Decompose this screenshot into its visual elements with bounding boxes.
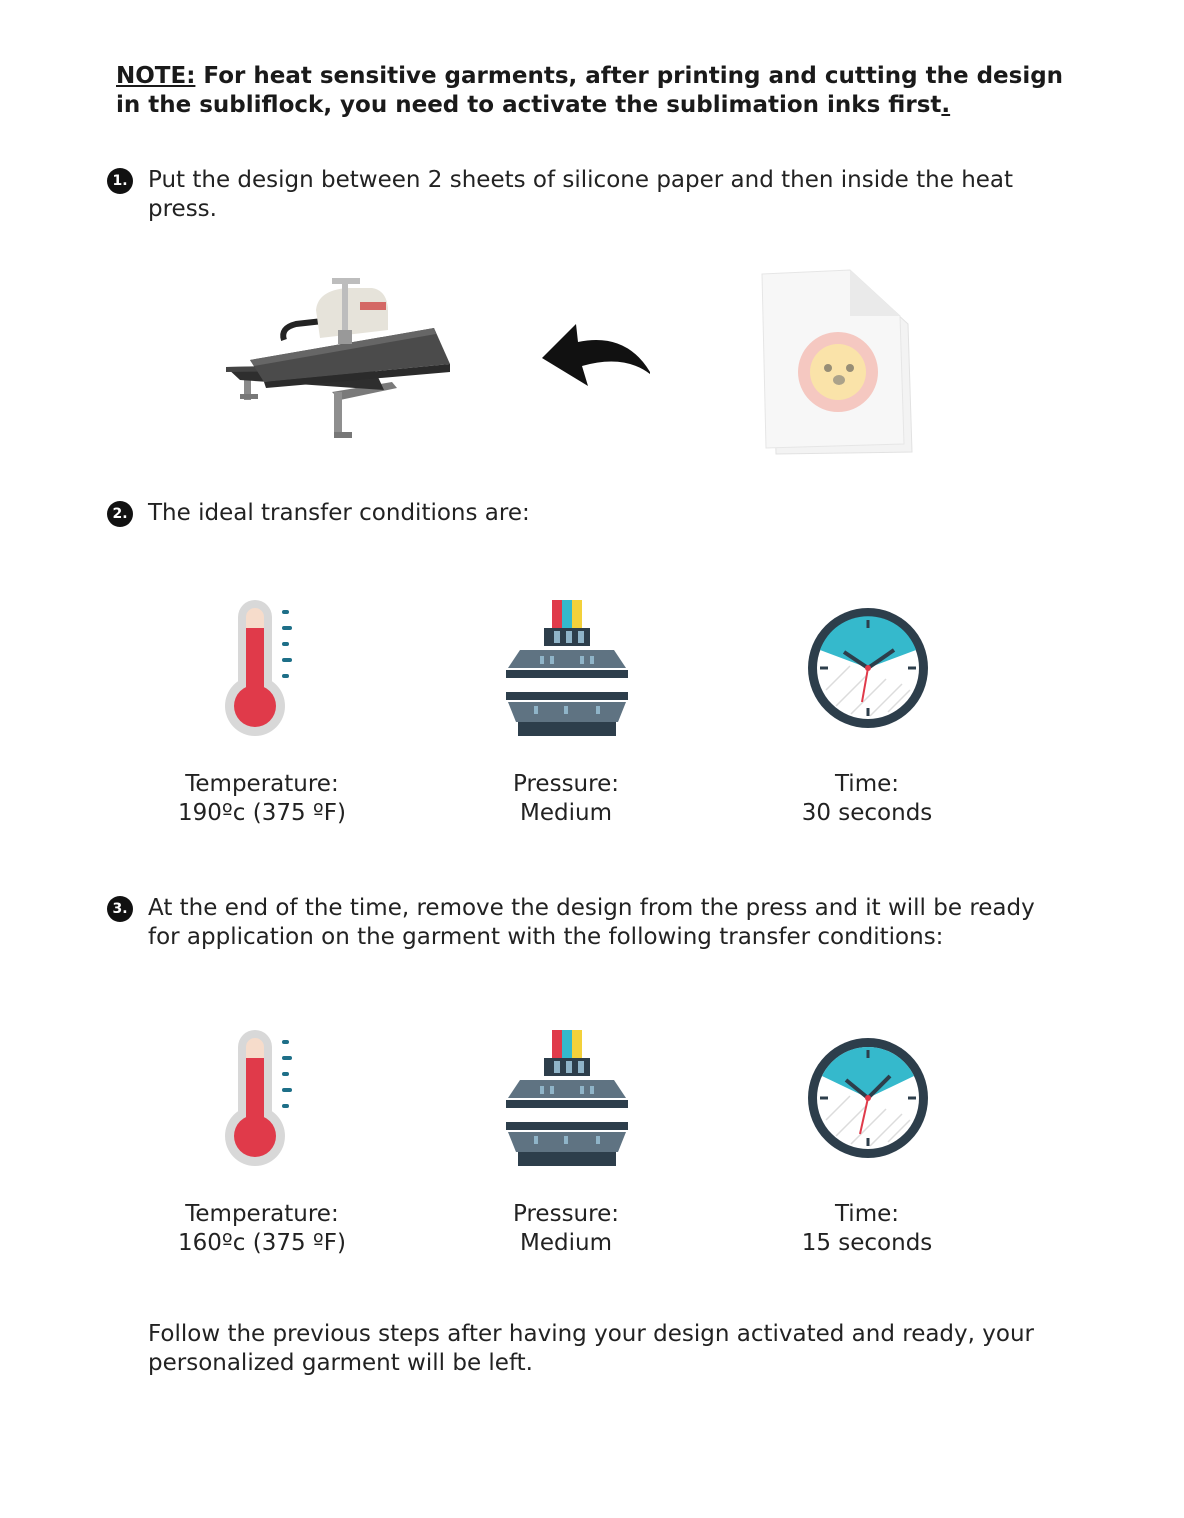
step-3-text (148, 894, 1048, 952)
time-caption (737, 770, 997, 828)
temperature-caption (132, 1200, 392, 1258)
pressure-press-icon (504, 1028, 630, 1168)
pressure-press-icon (504, 598, 630, 738)
time-label: Time: (834, 771, 900, 797)
pressure-value: Medium (520, 800, 612, 826)
time-caption (737, 1200, 997, 1258)
step-2-text: The ideal transfer conditions are: (148, 500, 530, 526)
heat-press-icon (222, 272, 458, 444)
step-1-text (148, 166, 1048, 224)
time-value: 15 seconds (801, 1230, 933, 1256)
clock-icon (806, 1036, 930, 1160)
footer-line-1: Follow the previous steps after having your design activated and ready, your (148, 1321, 1034, 1347)
note-line-2: in the subliflock, you need to activate the sublimation inks first (116, 92, 942, 118)
silicone-paper-icon (758, 268, 918, 460)
note-line-1: For heat sensitive garments, after printing and cutting the design (195, 63, 1064, 89)
step-3-line-1: At the end of the time, remove the design from the press and it will be ready (148, 895, 1035, 921)
time-value: 30 seconds (801, 800, 933, 826)
thermometer-icon (222, 1028, 302, 1168)
temperature-value: 190ºc (375 ºF) (178, 800, 346, 826)
pressure-label: Pressure: (513, 771, 619, 797)
thermometer-icon (222, 598, 302, 738)
temperature-label: Temperature: (185, 1201, 339, 1227)
pressure-caption (436, 770, 696, 828)
note-paragraph (116, 62, 1076, 120)
temperature-caption (132, 770, 392, 828)
time-label: Time: (834, 1201, 900, 1227)
temperature-label: Temperature: (185, 771, 339, 797)
step-1-line-1: Put the design between 2 sheets of silicone paper and then inside the heat (148, 167, 1014, 193)
pressure-label: Pressure: (513, 1201, 619, 1227)
clock-icon (806, 606, 930, 730)
note-period: . (941, 92, 951, 118)
step-1-number: 1. (107, 168, 133, 194)
step-2-number: 2. (107, 501, 133, 527)
footer-line-2: personalized garment will be left. (148, 1350, 533, 1376)
footer-paragraph (148, 1320, 1048, 1378)
step-3-line-2: for application on the garment with the following transfer conditions: (148, 924, 944, 950)
pressure-caption (436, 1200, 696, 1258)
step-1-line-2: press. (148, 196, 217, 222)
temperature-value: 160ºc (375 ºF) (178, 1230, 346, 1256)
note-label: NOTE: (116, 63, 196, 89)
step-3-number: 3. (107, 896, 133, 922)
curved-arrow-icon (538, 318, 656, 390)
pressure-value: Medium (520, 1230, 612, 1256)
